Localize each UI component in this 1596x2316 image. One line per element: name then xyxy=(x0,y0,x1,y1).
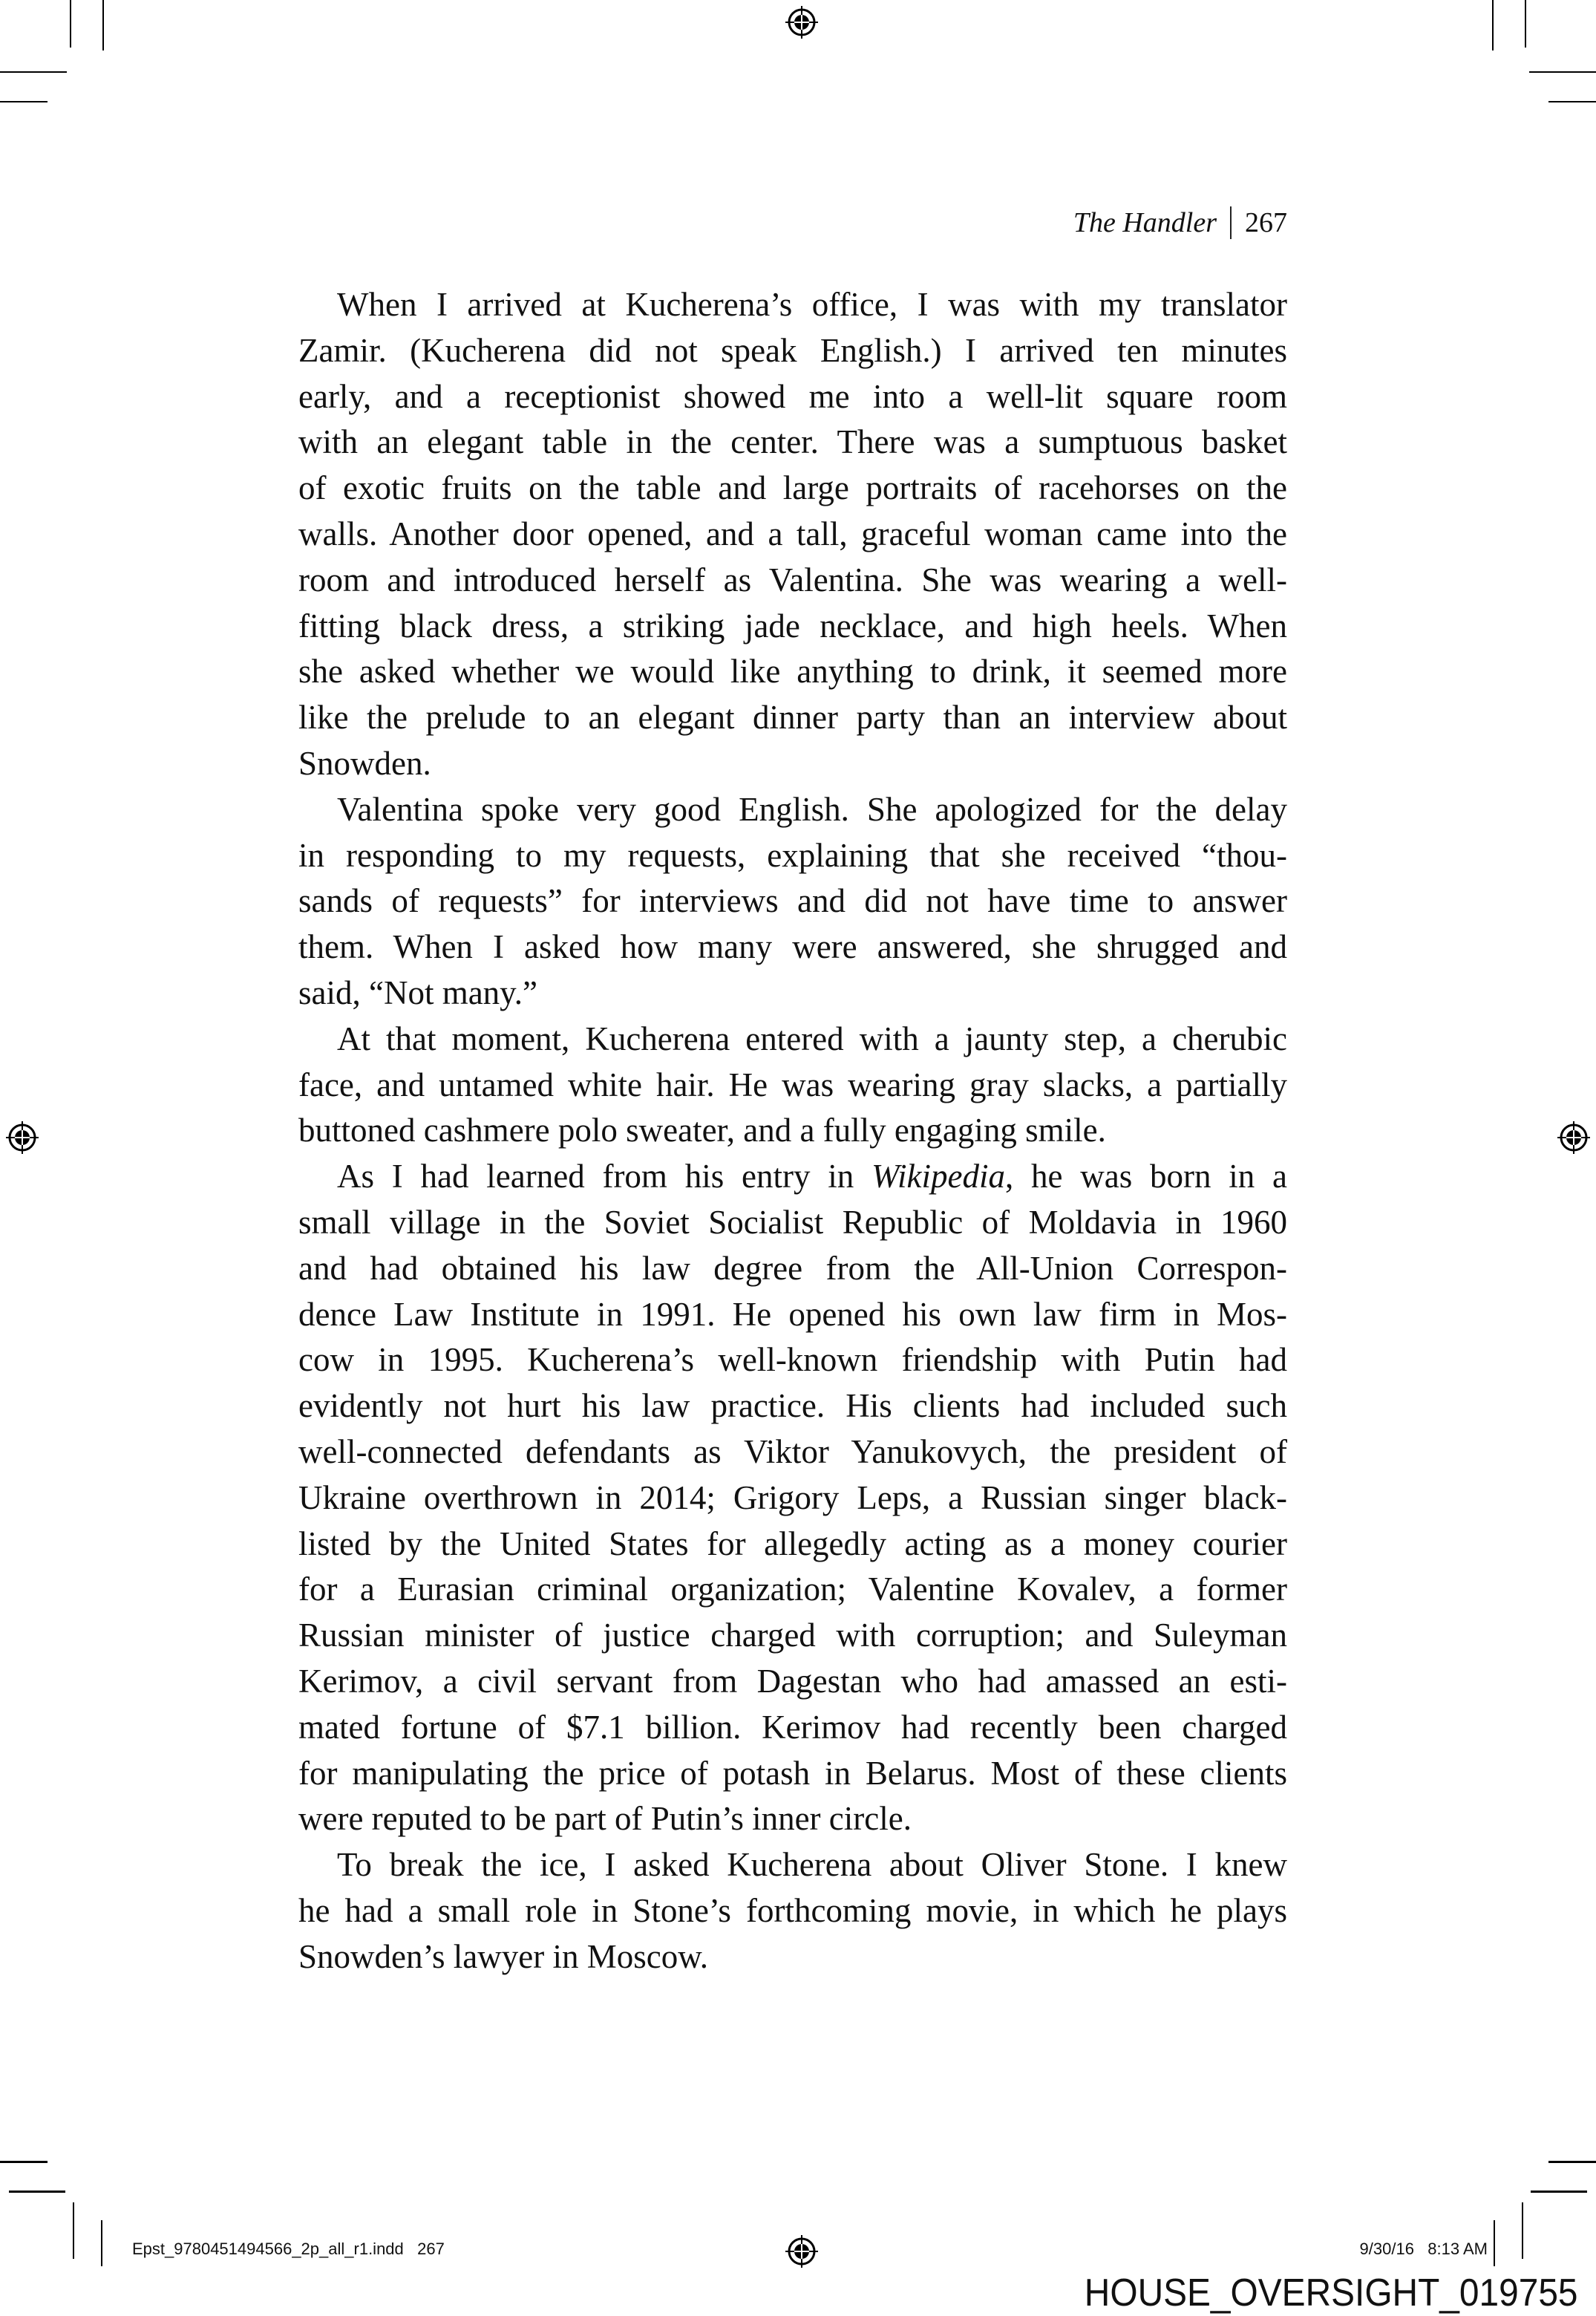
text-line: Snowden. xyxy=(298,744,431,782)
registration-mark-icon xyxy=(785,6,818,39)
text-line: buttoned cashmere polo sweater, and a fully engaging smile. xyxy=(298,1112,1106,1149)
text-line: were reputed to be part of Putin’s inner circle. xyxy=(298,1800,912,1838)
text-line xyxy=(298,1154,1287,1200)
print-timestamp: 9/30/16 8:13 AM xyxy=(1359,2240,1488,2258)
crop-mark xyxy=(1494,2220,1495,2266)
text-line: fitting black dress, a striking jade necklace, and high heels. When xyxy=(298,607,1287,645)
text-line: cow in 1995. Kucherena’s well-known friendship with Putin had xyxy=(298,1341,1287,1379)
crop-mark xyxy=(1492,0,1494,50)
header-divider xyxy=(1230,206,1232,239)
text-line: walls. Another door opened, and a tall, graceful woman came into the xyxy=(298,515,1287,552)
text-line: face, and untamed white hair. He was wearing gray slacks, a partially xyxy=(298,1066,1287,1103)
text-line: well-connected defendants as Viktor Yanukovych, the president of xyxy=(298,1432,1287,1470)
text-line: To break the ice, I asked Kucherena about Oliver Stone. I knew xyxy=(337,1846,1287,1884)
text-line: for manipulating the price of potash in Belarus. Most of these clients xyxy=(298,1754,1287,1792)
crop-mark xyxy=(1531,2191,1587,2193)
page-number: 267 xyxy=(1245,207,1287,238)
registration-mark-icon xyxy=(785,2235,818,2268)
text-line: mated fortune of $7.1 billion. Kerimov had recently been charged xyxy=(298,1708,1287,1746)
text-line: room and introduced herself as Valentina. She was wearing a well- xyxy=(298,561,1287,598)
crop-mark xyxy=(1548,101,1596,102)
text-line: them. When I asked how many were answered, she shrugged and xyxy=(298,928,1287,966)
text-line: like the prelude to an elegant dinner party than an interview about xyxy=(298,699,1287,737)
paragraph xyxy=(298,282,1287,787)
text-segment: , he was born in a xyxy=(1004,1158,1287,1195)
crop-mark xyxy=(1522,2202,1523,2259)
text-line: Valentina spoke very good English. She apologized for the delay xyxy=(337,790,1287,828)
text-line: with an elegant table in the center. There was a sumptuous basket xyxy=(298,423,1287,461)
text-segment: As I had learned from his entry in xyxy=(337,1158,871,1195)
text-line: sands of requests” for interviews and did not have time to answer xyxy=(298,882,1287,920)
text-line: dence Law Institute in 1991. He opened his own law firm in Mos- xyxy=(298,1295,1287,1333)
text-line: he had a small role in Stone’s forthcoming movie, in which he plays xyxy=(298,1891,1287,1929)
text-line: said, “Not many.” xyxy=(298,973,537,1011)
paragraph xyxy=(298,1017,1287,1154)
crop-mark xyxy=(70,0,71,48)
text-line: early, and a receptionist showed me into a well-lit square room xyxy=(298,377,1287,415)
text-line: Zamir. (Kucherena did not speak English.) I arrived ten minutes xyxy=(298,331,1287,369)
text-line: evidently not hurt his law practice. His clients had included such xyxy=(298,1387,1287,1425)
paragraph xyxy=(298,787,1287,1017)
text-line: in responding to my requests, explaining that she received “thou- xyxy=(298,836,1287,874)
crop-mark xyxy=(1525,0,1526,48)
paragraph xyxy=(298,1842,1287,1980)
registration-mark-icon xyxy=(6,1121,39,1154)
chapter-title: The Handler xyxy=(1073,207,1217,238)
bates-number: HOUSE_OVERSIGHT_019755 xyxy=(1085,2271,1578,2315)
text-line: of exotic fruits on the table and large portraits of racehorses on the xyxy=(298,469,1287,507)
crop-mark xyxy=(102,0,104,50)
paragraph xyxy=(298,1154,1287,1842)
text-line: small village in the Soviet Socialist Republic of Moldavia in 1960 xyxy=(298,1203,1287,1241)
crop-mark xyxy=(9,2191,65,2193)
crop-mark xyxy=(101,2220,102,2266)
body-text xyxy=(298,282,1287,1980)
text-line: At that moment, Kucherena entered with a jaunty step, a cherubic xyxy=(337,1020,1287,1057)
crop-mark xyxy=(1529,71,1596,73)
crop-mark xyxy=(0,101,48,102)
crop-mark xyxy=(1548,2161,1596,2163)
crop-mark xyxy=(0,71,67,73)
crop-mark xyxy=(73,2202,74,2259)
italic-title: Wikipedia xyxy=(871,1158,1005,1195)
file-slug: Epst_9780451494566_2p_all_r1.indd 267 xyxy=(132,2240,445,2258)
text-line: she asked whether we would like anything to drink, it seemed more xyxy=(298,653,1287,691)
text-line: When I arrived at Kucherena’s office, I was with my translator xyxy=(337,286,1287,323)
text-line: and had obtained his law degree from the All-Union Correspon- xyxy=(298,1249,1287,1287)
registration-mark-icon xyxy=(1557,1121,1590,1154)
crop-mark xyxy=(0,2161,48,2163)
text-line: Ukraine overthrown in 2014; Grigory Leps, a Russian singer black- xyxy=(298,1478,1287,1516)
running-head xyxy=(1073,206,1287,239)
text-line: Russian minister of justice charged with corruption; and Suleyman xyxy=(298,1617,1287,1654)
text-line: Snowden’s lawyer in Moscow. xyxy=(298,1937,709,1975)
text-line: Kerimov, a civil servant from Dagestan who had amassed an esti- xyxy=(298,1662,1287,1700)
text-line: listed by the United States for allegedly acting as a money courier xyxy=(298,1524,1287,1562)
text-line: for a Eurasian criminal organization; Valentine Kovalev, a former xyxy=(298,1570,1287,1608)
